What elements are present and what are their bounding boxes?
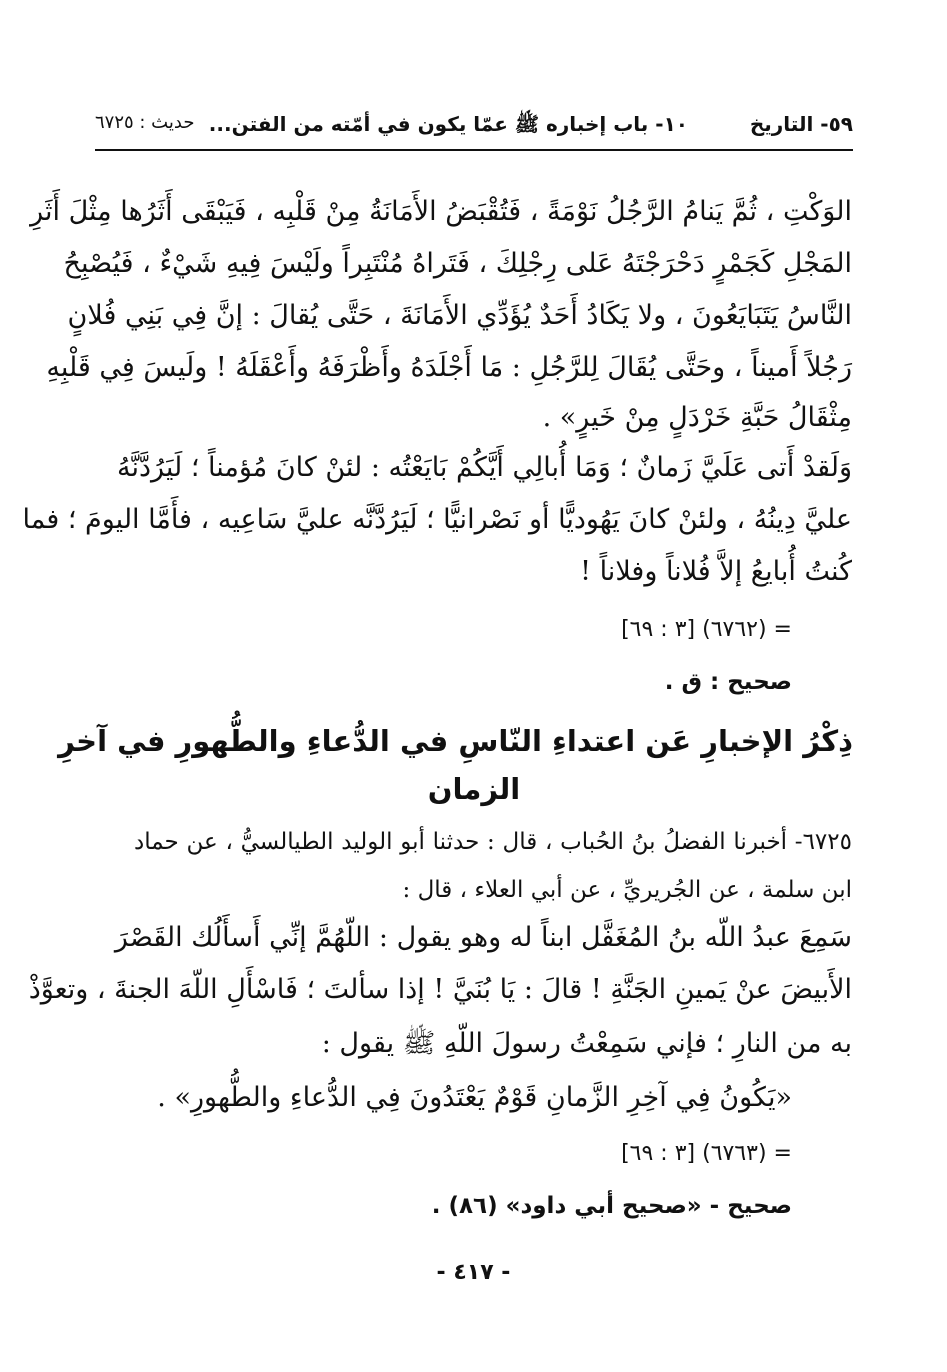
hadith-number-label: حديث : ٦٧٢٥ (95, 112, 195, 133)
text-line: به من النارِ ؛ فإني سَمِعْتُ رسولَ اللّهِ ﷺ يقول : (321, 1028, 852, 1059)
text-line: وَلَقدْ أَتى عَلَيَّ زَمانٌ ؛ وَمَا أُبالِي أَيَّكُمْ بَايَعْتُه : لئنْ كانَ مُؤمناً ؛ لَيَرُدَّنَّهُ (116, 452, 852, 483)
hadith-grade: صحيح - «صحيح أبي داود» (٨٦) . (431, 1193, 792, 1219)
page-number: - ٤١٧ - (436, 1260, 511, 1285)
isnad-line: ابن سلمة ، عن الجُريريِّ ، عن أبي العلاء ، قال : (402, 877, 852, 903)
text-line: سَمِعَ عبدُ اللّه بنُ المُغَفَّل ابناً له وهو يقول : اللّهُمَّ إنِّي أَسأَلُك القَصْرَ (114, 922, 852, 953)
chapter-title: ٥٩- التاريخ (749, 112, 853, 136)
text-line: مِثْقَالُ حَبَّةِ خَرْدَلٍ مِنْ خَيرٍ» . (542, 402, 852, 433)
running-header (95, 108, 853, 142)
hadith-grade: صحيح : ق . (664, 669, 792, 695)
section-heading-line-2: الزمان (427, 772, 521, 806)
cross-reference: = (٦٧٦٢) [٣ : ٦٩] (621, 617, 792, 642)
text-line: رَجُلاً أَميناً ، وحَتَّى يُقَالَ لِلرَّجُلِ : مَا أَجْلَدَهُ وأَظْرَفَهُ وأَعْقَلَهُ ! ولَيسَ فِي قَلْبِهِ (46, 352, 852, 383)
text-line: الأَبيضَ عنْ يَمينِ الجَنَّةِ ! قالَ : يَا بُنَيَّ ! إذا سألتَ ؛ فَاسْأَلِ اللّهَ الجنةَ ، وتعوَّذْ (28, 974, 852, 1005)
text-line: الوَكْتِ ، ثُمَّ يَنامُ الرَّجُلُ نَوْمَةً ، فَتُقْبَضُ الأَمَانَةُ مِنْ قَلْبِه ، فَيَبْقَى أَثَرُها مِثْلَ أَثَرِ (30, 196, 852, 227)
isnad-line: ٦٧٢٥- أخبرنا الفضلُ بنُ الحُباب ، قال : حدثنا أبو الوليد الطيالسيُّ ، عن حماد (134, 829, 852, 855)
text-line: المَجْلِ كَجَمْرٍ دَحْرَجْتَهُ عَلى رِجْلِكَ ، فَتَراهُ مُنْتَبِراً ولَيْسَ فِيهِ شَيْءٌ ، فَيُصْبِحُ (63, 248, 852, 279)
text-line: عليَّ دِينُهُ ، ولئنْ كانَ يَهُوديًّا أو نَصْرانيًّا ؛ لَيَرُدَّنَّه عليَّ سَاعِيه ، فأَمَّا اليومَ ؛ فما (22, 504, 852, 535)
section-heading-line-1: ذِكْرُ الإخبارِ عَن اعتداءِ النّاسِ في الدُّعاءِ والطُّهورِ في آخرِ (58, 724, 853, 758)
text-line: النَّاسُ يَتَبَايَعُونَ ، ولا يَكَادُ أَحَدٌ يُؤَدِّي الأَمَانَةَ ، حَتَّى يُقالَ : إنَّ فِي بَنِي فُلانٍ (67, 300, 852, 331)
header-divider (95, 149, 853, 151)
section-title: ١٠- باب إخباره ﷺ عمّا يكون في أمّته من الفتن... (208, 112, 688, 136)
text-line: كُنتُ أُبايعُ إلاَّ فُلاناً وفلاناً ! (580, 556, 852, 587)
hadith-quote: «يَكُونُ فِي آخِرِ الزَّمانِ قَوْمٌ يَعْتَدُونَ فِي الدُّعاءِ والطُّهورِ» . (157, 1082, 792, 1113)
cross-reference: = (٦٧٦٣) [٣ : ٦٩] (621, 1141, 792, 1166)
